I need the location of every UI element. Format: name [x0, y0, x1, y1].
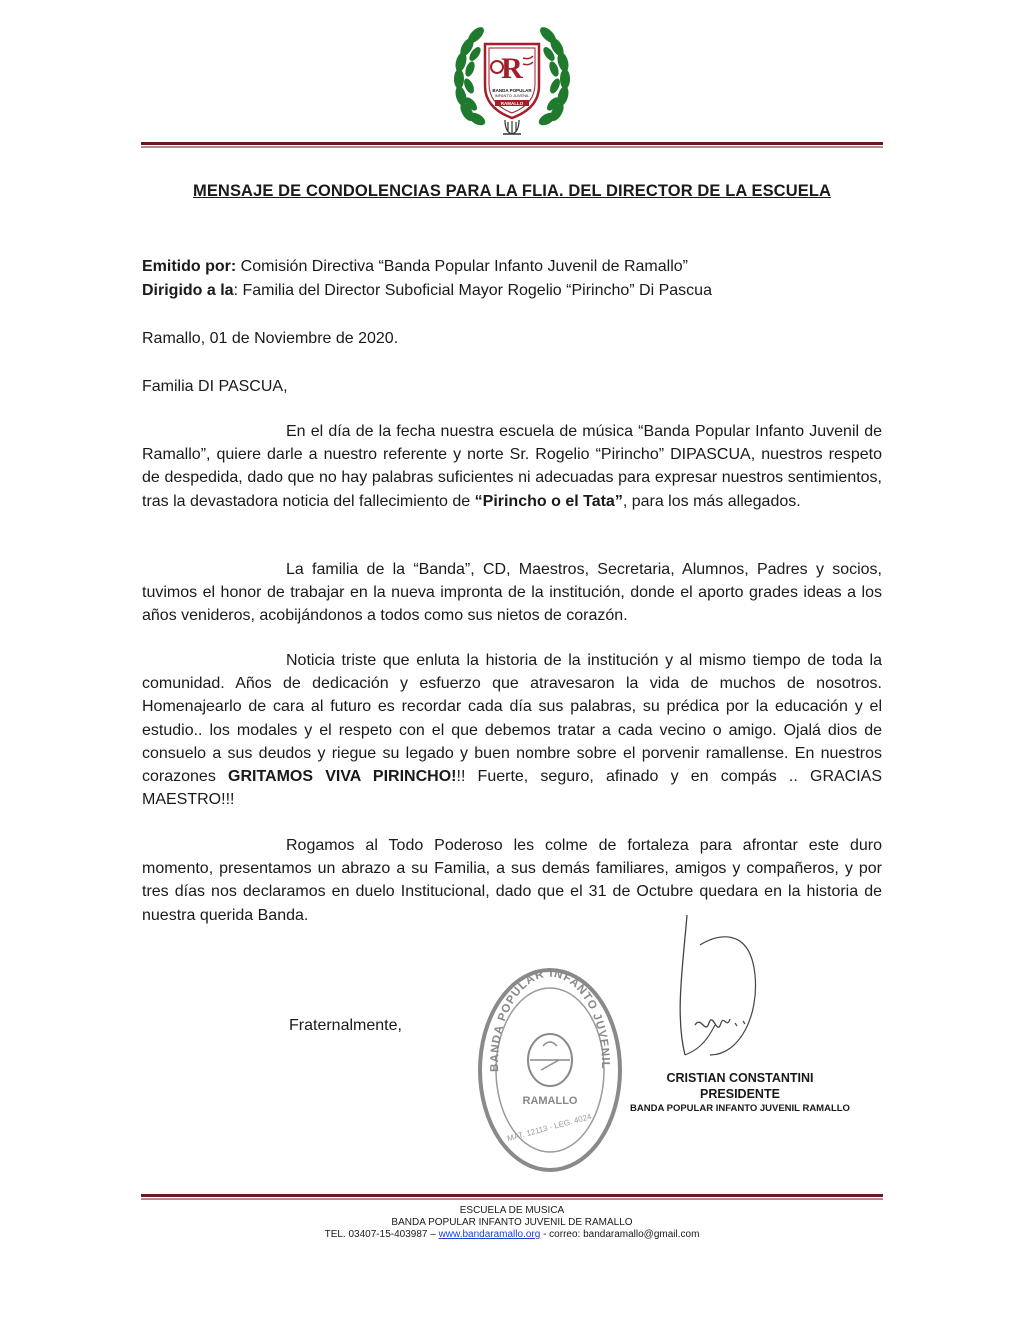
salutation: Familia DI PASCUA, — [142, 378, 288, 395]
svg-text:MAT. 12113 · LEG. 4024: MAT. 12113 · LEG. 4024 — [506, 1111, 593, 1144]
svg-text:INFANTO JUVENIL: INFANTO JUVENIL — [494, 93, 530, 98]
institutional-stamp — [473, 962, 625, 1177]
school-crest-logo — [453, 20, 571, 140]
footer-line-2: BANDA POPULAR INFANTO JUVENIL DE RAMALLO — [391, 1217, 633, 1228]
svg-text:BANDA POPULAR: BANDA POPULAR — [492, 88, 532, 93]
emitido-por-line — [142, 258, 688, 276]
dirigido-value: : Familia del Director Suboficial Mayor Rogelio “Pirincho” Di Pascua — [233, 282, 712, 299]
header-divider — [141, 142, 883, 148]
footer-phone: TEL. 03407-15-403987 – — [324, 1229, 439, 1240]
footer-email: - correo: bandaramallo@gmail.com — [540, 1229, 700, 1240]
date-line: Ramallo, 01 de Noviembre de 2020. — [142, 330, 399, 347]
signer-org: BANDA POPULAR INFANTO JUVENIL RAMALLO — [630, 1103, 850, 1114]
paragraph-3-end: !! Fuerte, seguro, afinado y en compás .. GRACIAS MAESTRO!!! — [142, 768, 883, 809]
paragraph-3-text: Noticia triste que enluta la historia de la institución y al mismo tiempo de toda la comunidad. Años de dedicación y esfuerzo que atravesaron la vida de muchos de nosotros. Homenajearlo de cara al futuro es recordar cada día sus palabras, su prédica por la educación y el estudio.. los modales y el respeto con el que debemos tratar a cada vecino o amigo. Ojalá dios de consuelo a sus deudos y riegue su legado y buen nombre sobre el porvenir ramallense. En nuestros corazones — [142, 652, 882, 786]
paragraph-1-end: , para los más allegados. — [622, 492, 801, 510]
svg-text:RAMALLO: RAMALLO — [500, 101, 524, 106]
dirigido-a-line — [142, 282, 712, 300]
document-title: MENSAJE DE CONDOLENCIAS PARA LA FLIA. DEL DIRECTOR DE LA ESCUELA — [192, 182, 832, 200]
closing-line: Fraternalmente, — [289, 1017, 402, 1034]
paragraph-2: La familia de la “Banda”, CD, Maestros, Secretaria, Alumnos, Padres y socios, tuvimos el honor de trabajar en la nueva impronta de la institución, donde el aporto grades ideas a los años venideros, acobijándonos a todos como sus nietos de corazón. — [142, 561, 882, 625]
website-link[interactable]: www.bandaramallo.org — [438, 1229, 541, 1240]
svg-text:BANDA POPULAR INFANTO JUVENIL: BANDA POPULAR INFANTO JUVENIL — [488, 967, 612, 1072]
dirigido-label: Dirigido a la — [142, 282, 234, 299]
svg-text:R: R — [501, 52, 523, 85]
footer-contact — [140, 1229, 884, 1242]
paragraph-1-text: En el día de la fecha nuestra escuela de música “Banda Popular Infanto Juvenil de Ramallo”, quiere darle a nuestro referente y norte Sr. Rogelio “Pirincho” DIPASCUA, nuestros respeto de despedida, dado que no hay palabras suficientes ni adecuadas para expresar nuestros sentimientos, tras la devastadora noticia del fallecimiento de — [142, 423, 882, 510]
paragraph-4: Rogamos al Todo Poderoso les colme de fortaleza para afrontar este duro momento, presentamos un abrazo a su Familia, a sus demás familiares, amigos y compañeros, y por tres días nos declaramos en duelo Institucional, dado que el 31 de Octubre quedara en la historia de nuestra querida Banda. — [142, 837, 882, 924]
paragraph-1-bold: “Pirincho o el Tata” — [474, 492, 623, 510]
footer-line-1: ESCUELA DE MUSICA — [459, 1205, 565, 1216]
emitido-label: Emitido por: — [142, 258, 237, 275]
footer-divider — [141, 1194, 883, 1200]
signer-role: PRESIDENTE — [700, 1087, 780, 1101]
handwritten-signature — [655, 905, 785, 1075]
signer-name: CRISTIAN CONSTANTINI — [666, 1071, 814, 1085]
paragraph-1 — [142, 420, 882, 513]
paragraph-3-bold: GRITAMOS VIVA PIRINCHO! — [228, 768, 457, 786]
paragraph-3 — [142, 649, 882, 811]
svg-text:RAMALLO: RAMALLO — [522, 1095, 578, 1107]
emitido-value: Comisión Directiva “Banda Popular Infanto Juvenil de Ramallo” — [236, 258, 688, 275]
